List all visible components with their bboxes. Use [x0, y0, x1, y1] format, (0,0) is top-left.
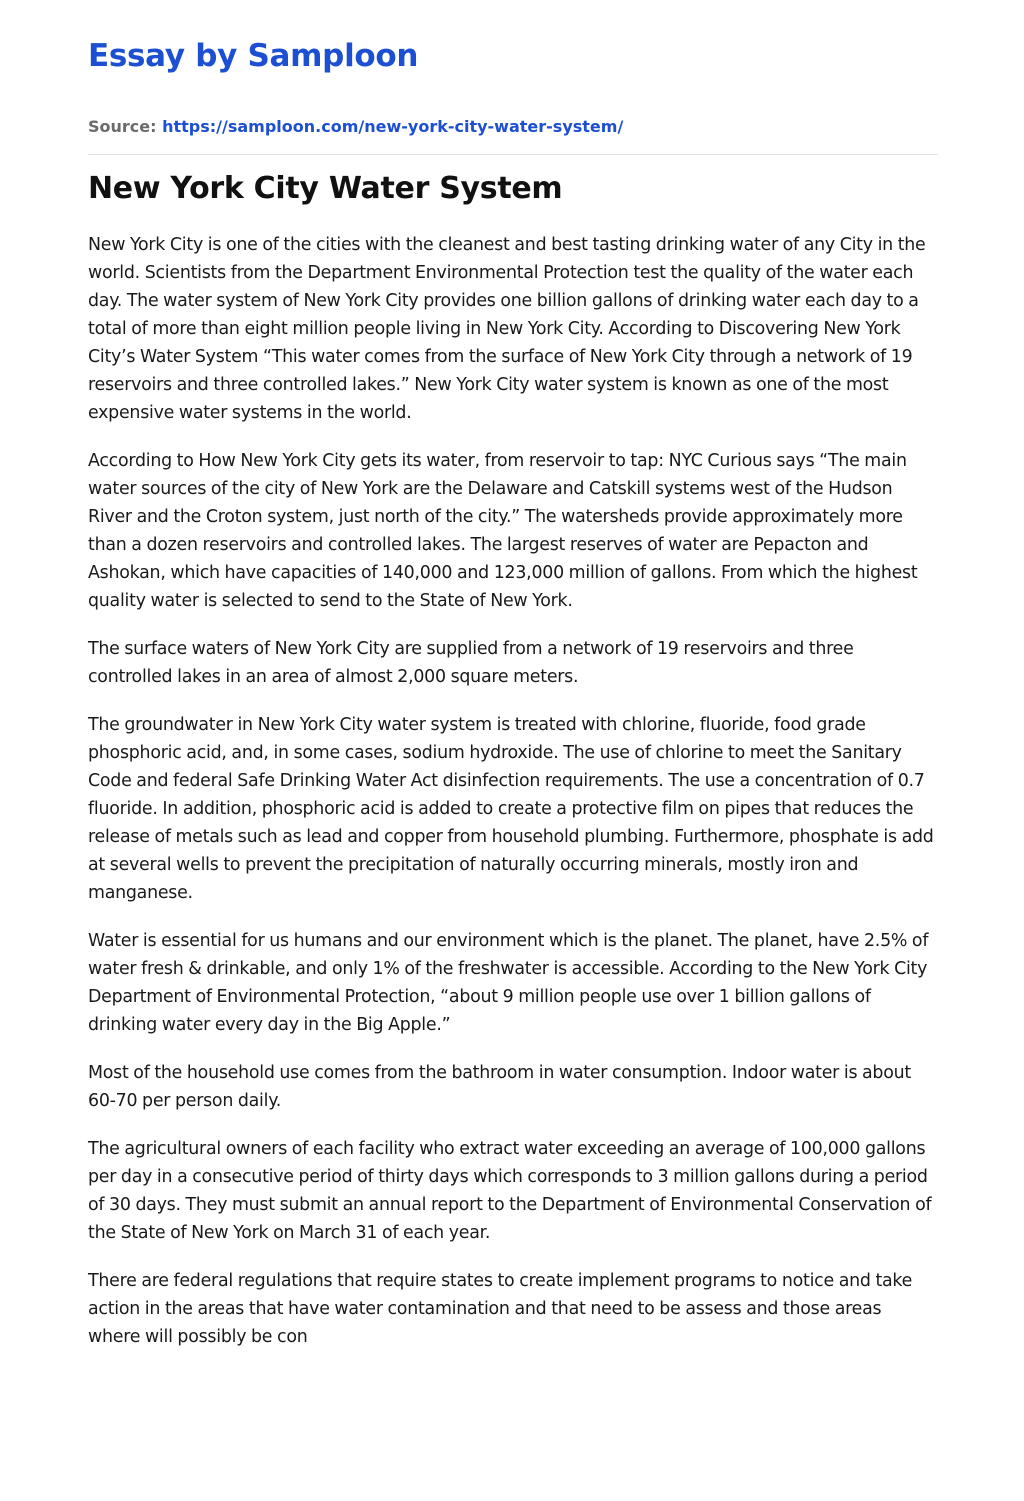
essay-paragraph-1: New York City is one of the cities with the cleanest and best tasting drinking water of any City in the world. Scientists from the Department Environmental Protection test the quality of the water each day. The water system of New York City provides one billion gallons of drinking water each day to a total of more than eight million people living in New York City. According to Discovering New York City’s Water System “This water comes from the surface of New York City through a network of 19 reservoirs and three controlled lakes.” New York City water system is known as one of the most expensive water systems in the world.	[88, 235, 926, 423]
essay-paragraph-2: According to How New York City gets its water, from reservoir to tap: NYC Curious says “The main water sources of the city of New York are the Delaware and Catskill systems west of the Hudson River and the Croton system, just north of the city.” The watersheds provide approximately more than a dozen reservoirs and controlled lakes. The largest reserves of water are Pepacton and Ashokan, which have capacities of 140,000 and 123,000 million of gallons. From which the highest quality water is selected to send to the State of New York.	[88, 451, 918, 611]
essay-paragraph-4: The groundwater in New York City water system is treated with chlorine, fluoride, food grade phosphoric acid, and, in some cases, sodium hydroxide. The use of chlorine to meet the Sanitary Code and federal Safe Drinking Water Act disinfection requirements. The use a concentration of 0.7 fluoride. In addition, phosphoric acid is added to create a protective film on pipes that reduces the release of metals such as lead and copper from household plumbing. Furthermore, phosphate is add at several wells to prevent the precipitation of naturally occurring minerals, mostly iron and manganese.	[88, 715, 934, 903]
essay-paragraph-6: Most of the household use comes from the bathroom in water consumption. Indoor water is about 60-70 per person daily.	[88, 1063, 911, 1111]
essay-paragraph-7: The agricultural owners of each facility who extract water exceeding an average of 100,000 gallons per day in a consecutive period of thirty days which corresponds to 3 million gallons during a period of 30 days. They must submit an annual report to the Department of Environmental Conservation of the State of New York on March 31 of each year.	[88, 1139, 932, 1243]
source-line	[88, 116, 938, 138]
essay-paragraph-3: The surface waters of New York City are supplied from a network of 19 reservoirs and three controlled lakes in an area of almost 2,000 square meters.	[88, 639, 854, 687]
essay-paragraph-5: Water is essential for us humans and our environment which is the planet. The planet, have 2.5% of water fresh & drinkable, and only 1% of the freshwater is accessible. According to the New York City Department of Environmental Protection, “about 9 million people use over 1 billion gallons of drinking water every day in the Big Apple.”	[88, 931, 929, 1035]
brand-title: Essay by Samploon	[88, 38, 419, 74]
essay-paragraph-8: There are federal regulations that require states to create implement programs to notice and take action in the areas that have water contamination and that need to be assess and those areas where will possibly be con	[88, 1271, 913, 1347]
essay-body	[88, 231, 938, 1351]
essay-page	[88, 0, 938, 1371]
source-label: Source:	[88, 117, 157, 136]
essay-title: New York City Water System	[88, 171, 563, 206]
header-divider	[88, 154, 938, 155]
source-link[interactable]: https://samploon.com/new-york-city-water-system/	[162, 117, 624, 136]
